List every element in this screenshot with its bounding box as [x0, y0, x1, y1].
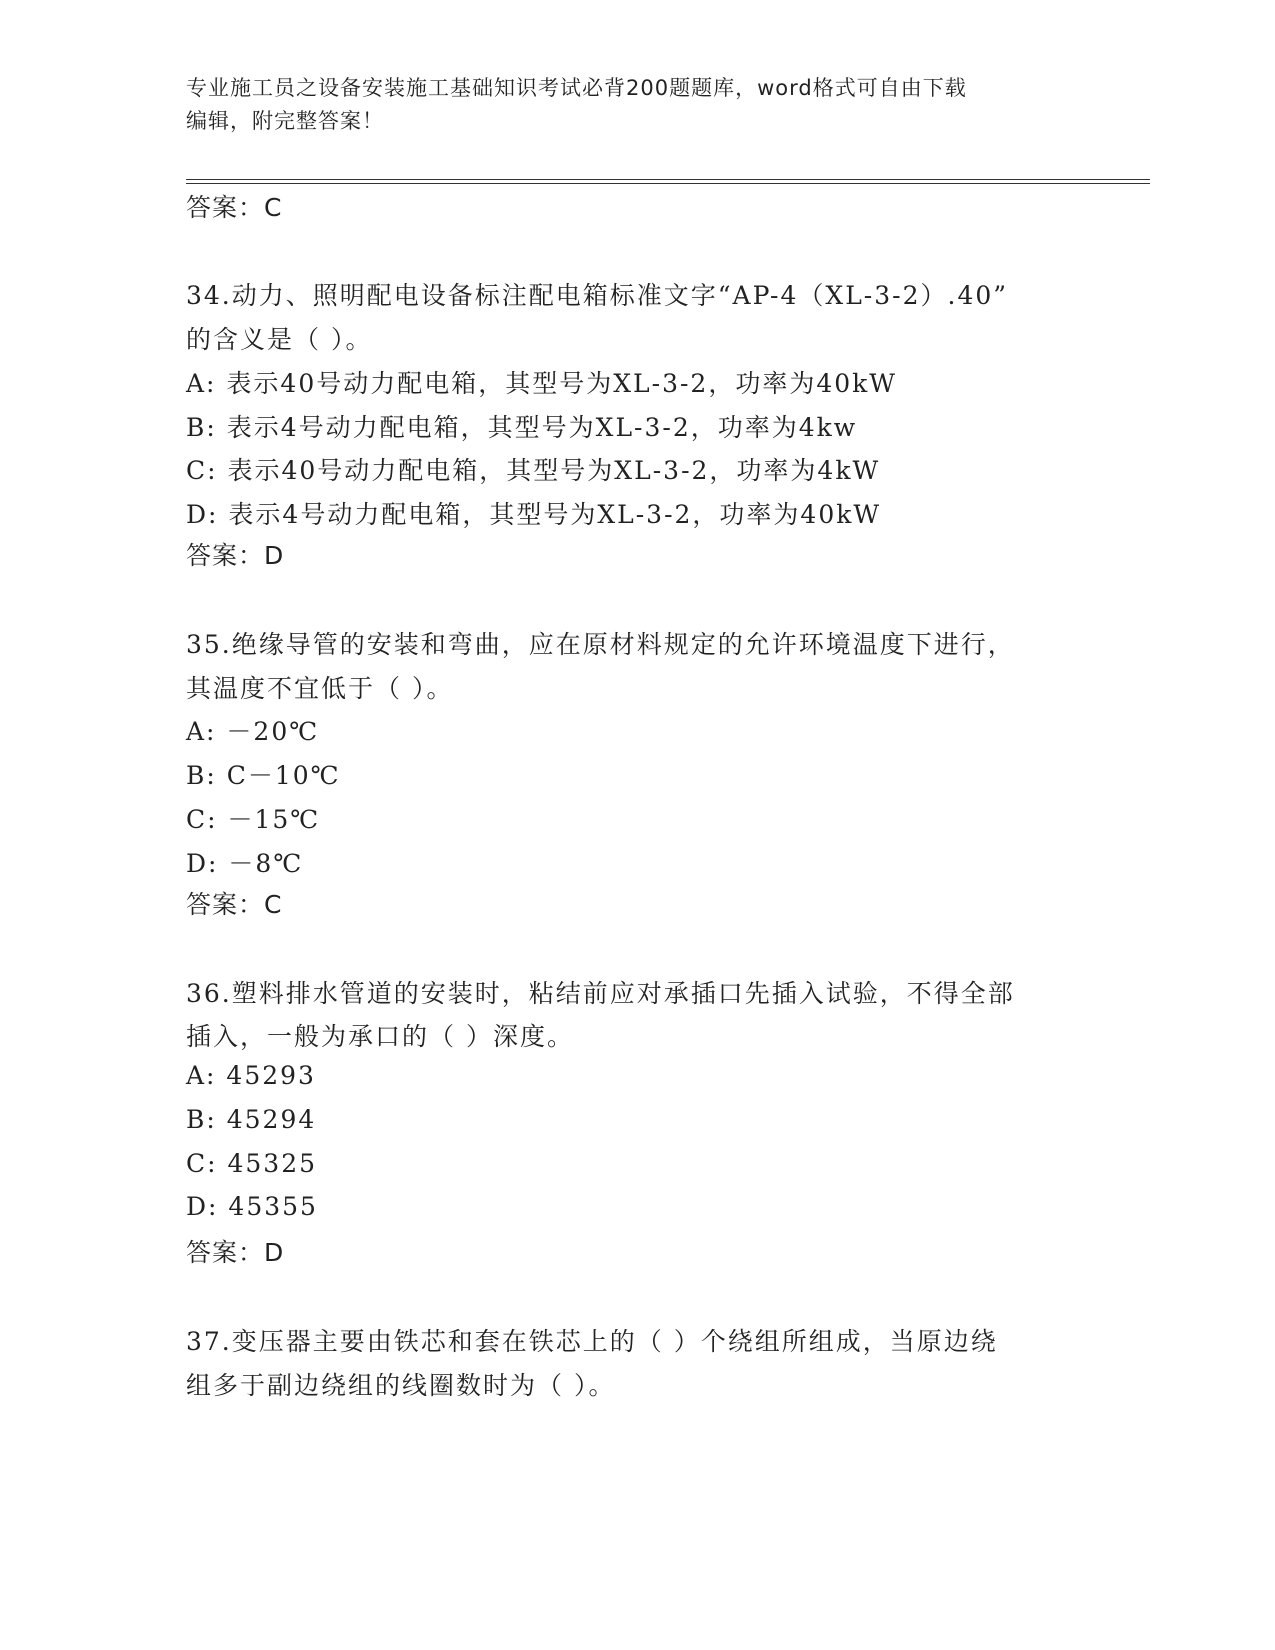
option-text: D: 表示4号动力配电箱，其型号为XL-3-2，功率为40kW: [186, 500, 882, 529]
option-text: B: 表示4号动力配电箱，其型号为XL-3-2，功率为4kw: [186, 413, 858, 442]
header-line-2: 编辑，附完整答案！: [186, 109, 384, 133]
option-text: A: 45293: [186, 1061, 316, 1090]
option-text: A: －20℃: [186, 717, 320, 746]
document-header: [186, 72, 1086, 138]
option-text: C: －15℃: [186, 805, 321, 834]
question-stem: 35.绝缘导管的安装和弯曲，应在原材料规定的允许环境温度下进行，: [186, 630, 1015, 659]
answer-label: 答案：D: [186, 541, 285, 570]
option-text: D: －8℃: [186, 849, 304, 878]
header-line-1: 专业施工员之设备安装施工基础知识考试必背200题题库，word格式可自由下载: [186, 76, 967, 100]
question-stem: 插入，一般为承口的（ ）深度。: [186, 1022, 574, 1051]
option-text: C: 表示40号动力配电箱，其型号为XL-3-2，功率为4kW: [186, 456, 881, 485]
question-stem: 其温度不宜低于（ ）。: [186, 674, 454, 703]
header-rule-bottom: [186, 183, 1150, 184]
question-stem: 的含义是（ ）。: [186, 325, 373, 354]
option-text: B: 45294: [186, 1105, 317, 1134]
question-stem: 36.塑料排水管道的安装时，粘结前应对承插口先插入试验，不得全部: [186, 979, 1015, 1008]
question-stem: 37.变压器主要由铁芯和套在铁芯上的（ ）个绕组所组成，当原边绕: [186, 1327, 998, 1356]
answer-label: 答案：D: [186, 1238, 285, 1267]
option-text: C: 45325: [186, 1149, 318, 1178]
answer-label: 答案：C: [186, 193, 283, 222]
question-stem: 34.动力、照明配电设备标注配电箱标准文字“AP-4（XL-3-2）.40”: [186, 281, 1009, 310]
option-text: A: 表示40号动力配电箱，其型号为XL-3-2，功率为40kW: [186, 369, 897, 398]
answer-label: 答案：C: [186, 890, 283, 919]
question-stem: 组多于副边绕组的线圈数时为（ ）。: [186, 1371, 616, 1400]
option-text: D: 45355: [186, 1192, 318, 1221]
option-text: B: C－10℃: [186, 761, 341, 790]
header-rule-top: [186, 179, 1150, 180]
